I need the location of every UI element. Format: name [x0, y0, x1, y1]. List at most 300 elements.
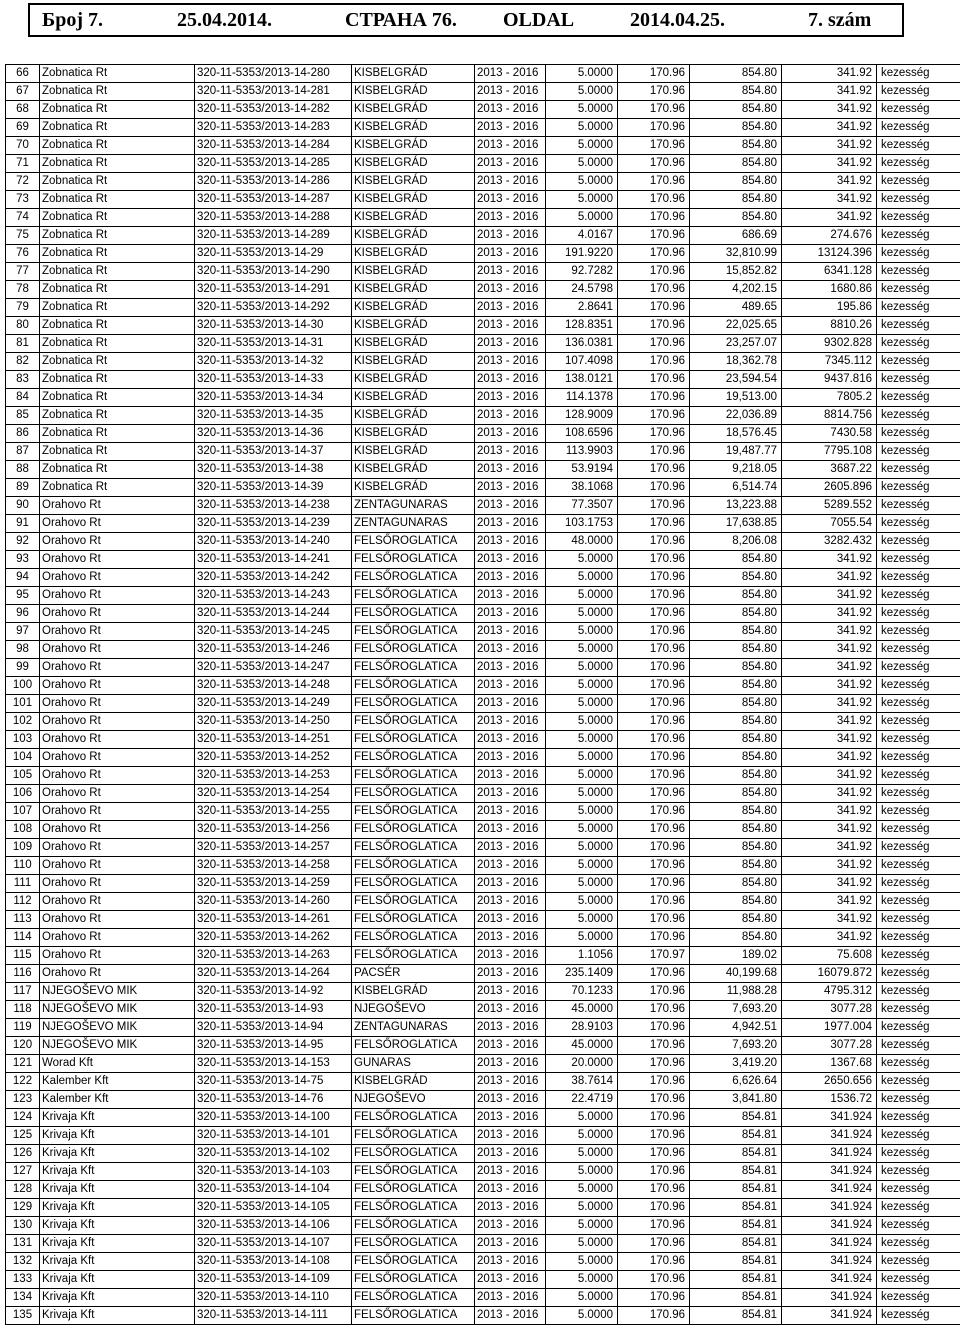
price-per-unit: 170.96	[618, 623, 690, 641]
row-number: 76	[6, 245, 40, 263]
price-per-unit: 170.96	[618, 1109, 690, 1127]
guarantee-type: kezesség	[877, 929, 960, 947]
lease-period: 2013 - 2016	[475, 659, 546, 677]
guarantee-amount: 341.924	[782, 1253, 877, 1271]
area: 5.0000	[546, 119, 618, 137]
lease-period: 2013 - 2016	[475, 821, 546, 839]
cadastral-municipality: FELSŐROGLATICA	[352, 749, 475, 767]
price-per-unit: 170.96	[618, 731, 690, 749]
row-number: 135	[6, 1307, 40, 1325]
company-name: Zobnatica Rt	[40, 173, 195, 191]
price-per-unit: 170.96	[618, 1199, 690, 1217]
row-number: 70	[6, 137, 40, 155]
lease-period: 2013 - 2016	[475, 569, 546, 587]
total-amount: 854.80	[690, 83, 782, 101]
lease-period: 2013 - 2016	[475, 551, 546, 569]
table-row	[6, 407, 960, 425]
page-number-cyrillic: СТРАНА 76.	[345, 8, 457, 31]
table-row	[6, 929, 960, 947]
guarantee-amount: 341.924	[782, 1271, 877, 1289]
price-per-unit: 170.96	[618, 533, 690, 551]
guarantee-type: kezesség	[877, 965, 960, 983]
guarantee-type: kezesség	[877, 497, 960, 515]
case-number: 320-11-5353/2013-14-290	[195, 263, 352, 281]
table-row	[6, 569, 960, 587]
guarantee-amount: 7345.112	[782, 353, 877, 371]
table-row	[6, 245, 960, 263]
cadastral-municipality: ZENTAGUNARAS	[352, 515, 475, 533]
cadastral-municipality: FELSŐROGLATICA	[352, 623, 475, 641]
row-number: 83	[6, 371, 40, 389]
lease-period: 2013 - 2016	[475, 101, 546, 119]
lease-period: 2013 - 2016	[475, 767, 546, 785]
cadastral-municipality: FELSŐROGLATICA	[352, 767, 475, 785]
case-number: 320-11-5353/2013-14-108	[195, 1253, 352, 1271]
guarantee-amount: 341.92	[782, 893, 877, 911]
row-number: 81	[6, 335, 40, 353]
table-row	[6, 479, 960, 497]
company-name: Orahovo Rt	[40, 785, 195, 803]
total-amount: 854.80	[690, 767, 782, 785]
company-name: Zobnatica Rt	[40, 389, 195, 407]
total-amount: 854.80	[690, 641, 782, 659]
price-per-unit: 170.96	[618, 443, 690, 461]
guarantee-amount: 1680.86	[782, 281, 877, 299]
lease-period: 2013 - 2016	[475, 1127, 546, 1145]
row-number: 93	[6, 551, 40, 569]
case-number: 320-11-5353/2013-14-249	[195, 695, 352, 713]
cadastral-municipality: KISBELGRÁD	[352, 263, 475, 281]
case-number: 320-11-5353/2013-14-95	[195, 1037, 352, 1055]
case-number: 320-11-5353/2013-14-258	[195, 857, 352, 875]
guarantee-amount: 16079.872	[782, 965, 877, 983]
guarantee-amount: 341.924	[782, 1145, 877, 1163]
case-number: 320-11-5353/2013-14-253	[195, 767, 352, 785]
cadastral-municipality: FELSŐROGLATICA	[352, 1145, 475, 1163]
area: 5.0000	[546, 65, 618, 83]
company-name: Zobnatica Rt	[40, 227, 195, 245]
case-number: 320-11-5353/2013-14-239	[195, 515, 352, 533]
cadastral-municipality: FELSŐROGLATICA	[352, 1127, 475, 1145]
case-number: 320-11-5353/2013-14-238	[195, 497, 352, 515]
area: 128.8351	[546, 317, 618, 335]
lease-period: 2013 - 2016	[475, 425, 546, 443]
area: 114.1378	[546, 389, 618, 407]
row-number: 116	[6, 965, 40, 983]
case-number: 320-11-5353/2013-14-247	[195, 659, 352, 677]
area: 5.0000	[546, 641, 618, 659]
cadastral-municipality: KISBELGRÁD	[352, 101, 475, 119]
area: 136.0381	[546, 335, 618, 353]
price-per-unit: 170.96	[618, 1127, 690, 1145]
company-name: Kalember Kft	[40, 1073, 195, 1091]
table-row	[6, 731, 960, 749]
guarantee-type: kezesség	[877, 731, 960, 749]
total-amount: 854.81	[690, 1109, 782, 1127]
row-number: 111	[6, 875, 40, 893]
table-row	[6, 353, 960, 371]
cadastral-municipality: KISBELGRÁD	[352, 209, 475, 227]
row-number: 120	[6, 1037, 40, 1055]
table-row	[6, 1271, 960, 1289]
guarantee-amount: 8810.26	[782, 317, 877, 335]
case-number: 320-11-5353/2013-14-260	[195, 893, 352, 911]
total-amount: 854.81	[690, 1145, 782, 1163]
lease-period: 2013 - 2016	[475, 245, 546, 263]
table-row	[6, 803, 960, 821]
company-name: Zobnatica Rt	[40, 353, 195, 371]
row-number: 90	[6, 497, 40, 515]
total-amount: 6,514.74	[690, 479, 782, 497]
guarantee-type: kezesség	[877, 677, 960, 695]
table-row	[6, 587, 960, 605]
lease-period: 2013 - 2016	[475, 1019, 546, 1037]
guarantee-type: kezesség	[877, 803, 960, 821]
area: 5.0000	[546, 713, 618, 731]
guarantee-amount: 3077.28	[782, 1037, 877, 1055]
area: 5.0000	[546, 875, 618, 893]
table-row	[6, 749, 960, 767]
table-row	[6, 443, 960, 461]
price-per-unit: 170.96	[618, 407, 690, 425]
lease-period: 2013 - 2016	[475, 677, 546, 695]
total-amount: 22,036.89	[690, 407, 782, 425]
company-name: Krivaja Kft	[40, 1109, 195, 1127]
price-per-unit: 170.96	[618, 659, 690, 677]
company-name: Zobnatica Rt	[40, 65, 195, 83]
total-amount: 15,852.82	[690, 263, 782, 281]
price-per-unit: 170.96	[618, 1019, 690, 1037]
lease-period: 2013 - 2016	[475, 497, 546, 515]
case-number: 320-11-5353/2013-14-32	[195, 353, 352, 371]
cadastral-municipality: KISBELGRÁD	[352, 299, 475, 317]
guarantee-type: kezesség	[877, 263, 960, 281]
company-name: Orahovo Rt	[40, 857, 195, 875]
guarantee-amount: 341.92	[782, 695, 877, 713]
total-amount: 854.81	[690, 1289, 782, 1307]
total-amount: 854.81	[690, 1127, 782, 1145]
guarantee-type: kezesség	[877, 1055, 960, 1073]
company-name: Krivaja Kft	[40, 1181, 195, 1199]
lease-period: 2013 - 2016	[475, 605, 546, 623]
case-number: 320-11-5353/2013-14-75	[195, 1073, 352, 1091]
lease-period: 2013 - 2016	[475, 335, 546, 353]
guarantee-type: kezesség	[877, 389, 960, 407]
price-per-unit: 170.96	[618, 101, 690, 119]
company-name: Zobnatica Rt	[40, 137, 195, 155]
total-amount: 854.80	[690, 875, 782, 893]
case-number: 320-11-5353/2013-14-291	[195, 281, 352, 299]
table-row	[6, 371, 960, 389]
lease-period: 2013 - 2016	[475, 983, 546, 1001]
case-number: 320-11-5353/2013-14-103	[195, 1163, 352, 1181]
row-number: 66	[6, 65, 40, 83]
guarantee-amount: 195.86	[782, 299, 877, 317]
case-number: 320-11-5353/2013-14-286	[195, 173, 352, 191]
row-number: 67	[6, 83, 40, 101]
row-number: 122	[6, 1073, 40, 1091]
cadastral-municipality: FELSŐROGLATICA	[352, 1271, 475, 1289]
company-name: Orahovo Rt	[40, 641, 195, 659]
lease-period: 2013 - 2016	[475, 1181, 546, 1199]
table-row	[6, 1055, 960, 1073]
company-name: Zobnatica Rt	[40, 443, 195, 461]
table-row	[6, 281, 960, 299]
table-row	[6, 497, 960, 515]
price-per-unit: 170.96	[618, 1217, 690, 1235]
company-name: Zobnatica Rt	[40, 425, 195, 443]
row-number: 74	[6, 209, 40, 227]
row-number: 92	[6, 533, 40, 551]
guarantee-type: kezesség	[877, 1181, 960, 1199]
cadastral-municipality: FELSŐROGLATICA	[352, 1163, 475, 1181]
company-name: Orahovo Rt	[40, 875, 195, 893]
cadastral-municipality: FELSŐROGLATICA	[352, 803, 475, 821]
price-per-unit: 170.96	[618, 551, 690, 569]
row-number: 103	[6, 731, 40, 749]
guarantee-type: kezesség	[877, 1109, 960, 1127]
row-number: 114	[6, 929, 40, 947]
guarantee-type: kezesség	[877, 1037, 960, 1055]
lease-period: 2013 - 2016	[475, 749, 546, 767]
price-per-unit: 170.96	[618, 695, 690, 713]
guarantee-type: kezesség	[877, 587, 960, 605]
case-number: 320-11-5353/2013-14-245	[195, 623, 352, 641]
row-number: 84	[6, 389, 40, 407]
case-number: 320-11-5353/2013-14-283	[195, 119, 352, 137]
table-row	[6, 821, 960, 839]
guarantee-type: kezesség	[877, 911, 960, 929]
table-row	[6, 173, 960, 191]
case-number: 320-11-5353/2013-14-261	[195, 911, 352, 929]
company-name: Zobnatica Rt	[40, 101, 195, 119]
guarantee-amount: 341.924	[782, 1181, 877, 1199]
lease-period: 2013 - 2016	[475, 371, 546, 389]
company-name: Zobnatica Rt	[40, 407, 195, 425]
total-amount: 854.80	[690, 569, 782, 587]
cadastral-municipality: FELSŐROGLATICA	[352, 1307, 475, 1325]
company-name: NJEGOŠEVO MIK	[40, 1019, 195, 1037]
row-number: 91	[6, 515, 40, 533]
cadastral-municipality: FELSŐROGLATICA	[352, 1235, 475, 1253]
table-row	[6, 389, 960, 407]
row-number: 125	[6, 1127, 40, 1145]
lease-period: 2013 - 2016	[475, 1235, 546, 1253]
cadastral-municipality: FELSŐROGLATICA	[352, 713, 475, 731]
guarantee-type: kezesség	[877, 605, 960, 623]
area: 5.0000	[546, 605, 618, 623]
table-row	[6, 209, 960, 227]
price-per-unit: 170.96	[618, 929, 690, 947]
area: 5.0000	[546, 821, 618, 839]
price-per-unit: 170.96	[618, 1235, 690, 1253]
row-number: 112	[6, 893, 40, 911]
table-row	[6, 875, 960, 893]
cadastral-municipality: KISBELGRÁD	[352, 983, 475, 1001]
area: 5.0000	[546, 1235, 618, 1253]
case-number: 320-11-5353/2013-14-285	[195, 155, 352, 173]
company-name: Zobnatica Rt	[40, 83, 195, 101]
area: 38.7614	[546, 1073, 618, 1091]
guarantee-amount: 341.92	[782, 731, 877, 749]
guarantee-amount: 341.92	[782, 587, 877, 605]
cadastral-municipality: FELSŐROGLATICA	[352, 569, 475, 587]
lease-period: 2013 - 2016	[475, 785, 546, 803]
cadastral-municipality: ZENTAGUNARAS	[352, 497, 475, 515]
guarantee-amount: 341.92	[782, 821, 877, 839]
area: 5.0000	[546, 1199, 618, 1217]
cadastral-municipality: KISBELGRÁD	[352, 119, 475, 137]
guarantee-type: kezesség	[877, 857, 960, 875]
row-number: 79	[6, 299, 40, 317]
row-number: 98	[6, 641, 40, 659]
lease-period: 2013 - 2016	[475, 587, 546, 605]
area: 5.0000	[546, 1307, 618, 1325]
area: 5.0000	[546, 1163, 618, 1181]
row-number: 123	[6, 1091, 40, 1109]
guarantee-type: kezesség	[877, 1073, 960, 1091]
row-number: 126	[6, 1145, 40, 1163]
price-per-unit: 170.96	[618, 515, 690, 533]
case-number: 320-11-5353/2013-14-292	[195, 299, 352, 317]
total-amount: 854.81	[690, 1181, 782, 1199]
case-number: 320-11-5353/2013-14-257	[195, 839, 352, 857]
company-name: Zobnatica Rt	[40, 263, 195, 281]
case-number: 320-11-5353/2013-14-106	[195, 1217, 352, 1235]
guarantee-amount: 341.92	[782, 713, 877, 731]
company-name: Orahovo Rt	[40, 821, 195, 839]
price-per-unit: 170.96	[618, 1307, 690, 1325]
price-per-unit: 170.96	[618, 137, 690, 155]
cadastral-municipality: FELSŐROGLATICA	[352, 677, 475, 695]
company-name: Orahovo Rt	[40, 911, 195, 929]
lease-period: 2013 - 2016	[475, 893, 546, 911]
table-row	[6, 317, 960, 335]
row-number: 73	[6, 191, 40, 209]
total-amount: 9,218.05	[690, 461, 782, 479]
table-row	[6, 1253, 960, 1271]
price-per-unit: 170.96	[618, 209, 690, 227]
total-amount: 6,626.64	[690, 1073, 782, 1091]
area: 4.0167	[546, 227, 618, 245]
case-number: 320-11-5353/2013-14-109	[195, 1271, 352, 1289]
issue-number-hungarian: 7. szám	[808, 8, 872, 31]
case-number: 320-11-5353/2013-14-262	[195, 929, 352, 947]
total-amount: 22,025.65	[690, 317, 782, 335]
total-amount: 32,810.99	[690, 245, 782, 263]
price-per-unit: 170.96	[618, 911, 690, 929]
area: 107.4098	[546, 353, 618, 371]
area: 2.8641	[546, 299, 618, 317]
total-amount: 23,257.07	[690, 335, 782, 353]
row-number: 119	[6, 1019, 40, 1037]
lease-period: 2013 - 2016	[475, 947, 546, 965]
cadastral-municipality: KISBELGRÁD	[352, 425, 475, 443]
case-number: 320-11-5353/2013-14-76	[195, 1091, 352, 1109]
company-name: Kalember Kft	[40, 1091, 195, 1109]
guarantee-amount: 341.924	[782, 1289, 877, 1307]
total-amount: 4,942.51	[690, 1019, 782, 1037]
row-number: 85	[6, 407, 40, 425]
area: 1.1056	[546, 947, 618, 965]
table-row	[6, 533, 960, 551]
price-per-unit: 170.96	[618, 677, 690, 695]
area: 113.9903	[546, 443, 618, 461]
table-row	[6, 677, 960, 695]
case-number: 320-11-5353/2013-14-101	[195, 1127, 352, 1145]
page-label-hungarian: OLDAL	[503, 8, 575, 31]
company-name: Orahovo Rt	[40, 605, 195, 623]
company-name: Zobnatica Rt	[40, 335, 195, 353]
guarantee-amount: 341.92	[782, 767, 877, 785]
guarantee-type: kezesség	[877, 821, 960, 839]
guarantee-amount: 8814.756	[782, 407, 877, 425]
case-number: 320-11-5353/2013-14-30	[195, 317, 352, 335]
company-name: Krivaja Kft	[40, 1289, 195, 1307]
area: 28.9103	[546, 1019, 618, 1037]
lease-period: 2013 - 2016	[475, 803, 546, 821]
lease-period: 2013 - 2016	[475, 875, 546, 893]
guarantee-amount: 341.924	[782, 1235, 877, 1253]
area: 5.0000	[546, 173, 618, 191]
table-row	[6, 1289, 960, 1307]
guarantee-amount: 341.92	[782, 173, 877, 191]
company-name: Krivaja Kft	[40, 1127, 195, 1145]
row-number: 69	[6, 119, 40, 137]
case-number: 320-11-5353/2013-14-39	[195, 479, 352, 497]
row-number: 110	[6, 857, 40, 875]
table-row	[6, 1307, 960, 1325]
company-name: Orahovo Rt	[40, 569, 195, 587]
total-amount: 7,693.20	[690, 1001, 782, 1019]
case-number: 320-11-5353/2013-14-93	[195, 1001, 352, 1019]
guarantee-amount: 341.92	[782, 875, 877, 893]
guarantee-amount: 7430.58	[782, 425, 877, 443]
area: 45.0000	[546, 1001, 618, 1019]
table-row	[6, 1235, 960, 1253]
price-per-unit: 170.96	[618, 569, 690, 587]
total-amount: 854.80	[690, 587, 782, 605]
table-row	[6, 299, 960, 317]
guarantee-amount: 341.92	[782, 785, 877, 803]
guarantee-type: kezesség	[877, 1001, 960, 1019]
case-number: 320-11-5353/2013-14-104	[195, 1181, 352, 1199]
table-row	[6, 515, 960, 533]
cadastral-municipality: KISBELGRÁD	[352, 335, 475, 353]
guarantee-type: kezesség	[877, 227, 960, 245]
row-number: 124	[6, 1109, 40, 1127]
case-number: 320-11-5353/2013-14-38	[195, 461, 352, 479]
area: 5.0000	[546, 1181, 618, 1199]
guarantee-amount: 274.676	[782, 227, 877, 245]
guarantee-amount: 3077.28	[782, 1001, 877, 1019]
table-row	[6, 425, 960, 443]
lease-period: 2013 - 2016	[475, 1073, 546, 1091]
total-amount: 854.80	[690, 821, 782, 839]
table-row	[6, 983, 960, 1001]
price-per-unit: 170.96	[618, 119, 690, 137]
cadastral-municipality: KISBELGRÁD	[352, 137, 475, 155]
lease-period: 2013 - 2016	[475, 713, 546, 731]
guarantee-type: kezesség	[877, 65, 960, 83]
cadastral-municipality: FELSŐROGLATICA	[352, 1217, 475, 1235]
total-amount: 854.80	[690, 911, 782, 929]
company-name: Zobnatica Rt	[40, 299, 195, 317]
cadastral-municipality: KISBELGRÁD	[352, 479, 475, 497]
area: 5.0000	[546, 101, 618, 119]
guarantee-amount: 341.92	[782, 119, 877, 137]
company-name: Orahovo Rt	[40, 623, 195, 641]
